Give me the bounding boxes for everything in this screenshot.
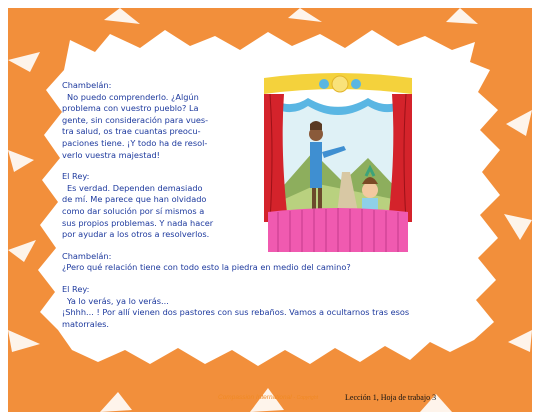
dialogue-line: matorrales. [62, 318, 109, 329]
dialogue-line: verlo vuestra majestad! [62, 149, 160, 160]
dialogue-line: como dar solución por sí mismos a [62, 205, 205, 216]
dialogue-block-4 [62, 284, 482, 330]
copyright-text: - Copyright [293, 395, 318, 401]
dialogue-line: ¿Pero qué relación tiene con todo esto la piedra en medio del camino? [62, 262, 351, 273]
dialogue-block-3 [62, 251, 482, 274]
dialogue-line: gente, sin consideración para vues- [62, 114, 209, 125]
credit-text [218, 394, 318, 401]
speaker-label: Chambelán: [62, 80, 112, 90]
dialogue-line: sus propios problemas. Y nada hacer [62, 217, 214, 228]
speaker-label: El Rey: [62, 171, 90, 182]
dialogue-line: paciones tiene. ¡Y todo ha de resol- [62, 137, 208, 148]
speaker-label: Chambelán: [62, 250, 112, 261]
dialogue-line: de mí. Me parece que han olvidado [62, 194, 207, 205]
dialogue-line: Ya lo verás, ya lo verás... [67, 295, 169, 306]
speaker-label: El Rey: [62, 283, 90, 294]
dialogue-block-1 [62, 80, 244, 161]
page-footer [0, 392, 540, 408]
dialogue-block-2 [62, 171, 244, 241]
dialogue-line: problema con vuestro pueblo? La [62, 103, 199, 114]
dialogue-line: Es verdad. Dependen demasiado [67, 182, 203, 193]
credit-organization: Compassion International [218, 394, 292, 401]
dialogue-line: No puedo comprenderlo. ¿Algún [67, 91, 199, 102]
dialogue-line: tra salud, os trae cuantas preocu- [62, 126, 201, 137]
dialogue-line: por ayudar a los otros a resolverlos. [62, 229, 210, 240]
dialogue-line: ¡Shhh... ! Por allí vienen dos pastores con sus rebaños. Vamos a ocultarnos tras esos [62, 307, 410, 318]
dialogue-text [62, 80, 482, 340]
lesson-label: Lección 1, Hoja de trabajo 3 [345, 393, 437, 402]
